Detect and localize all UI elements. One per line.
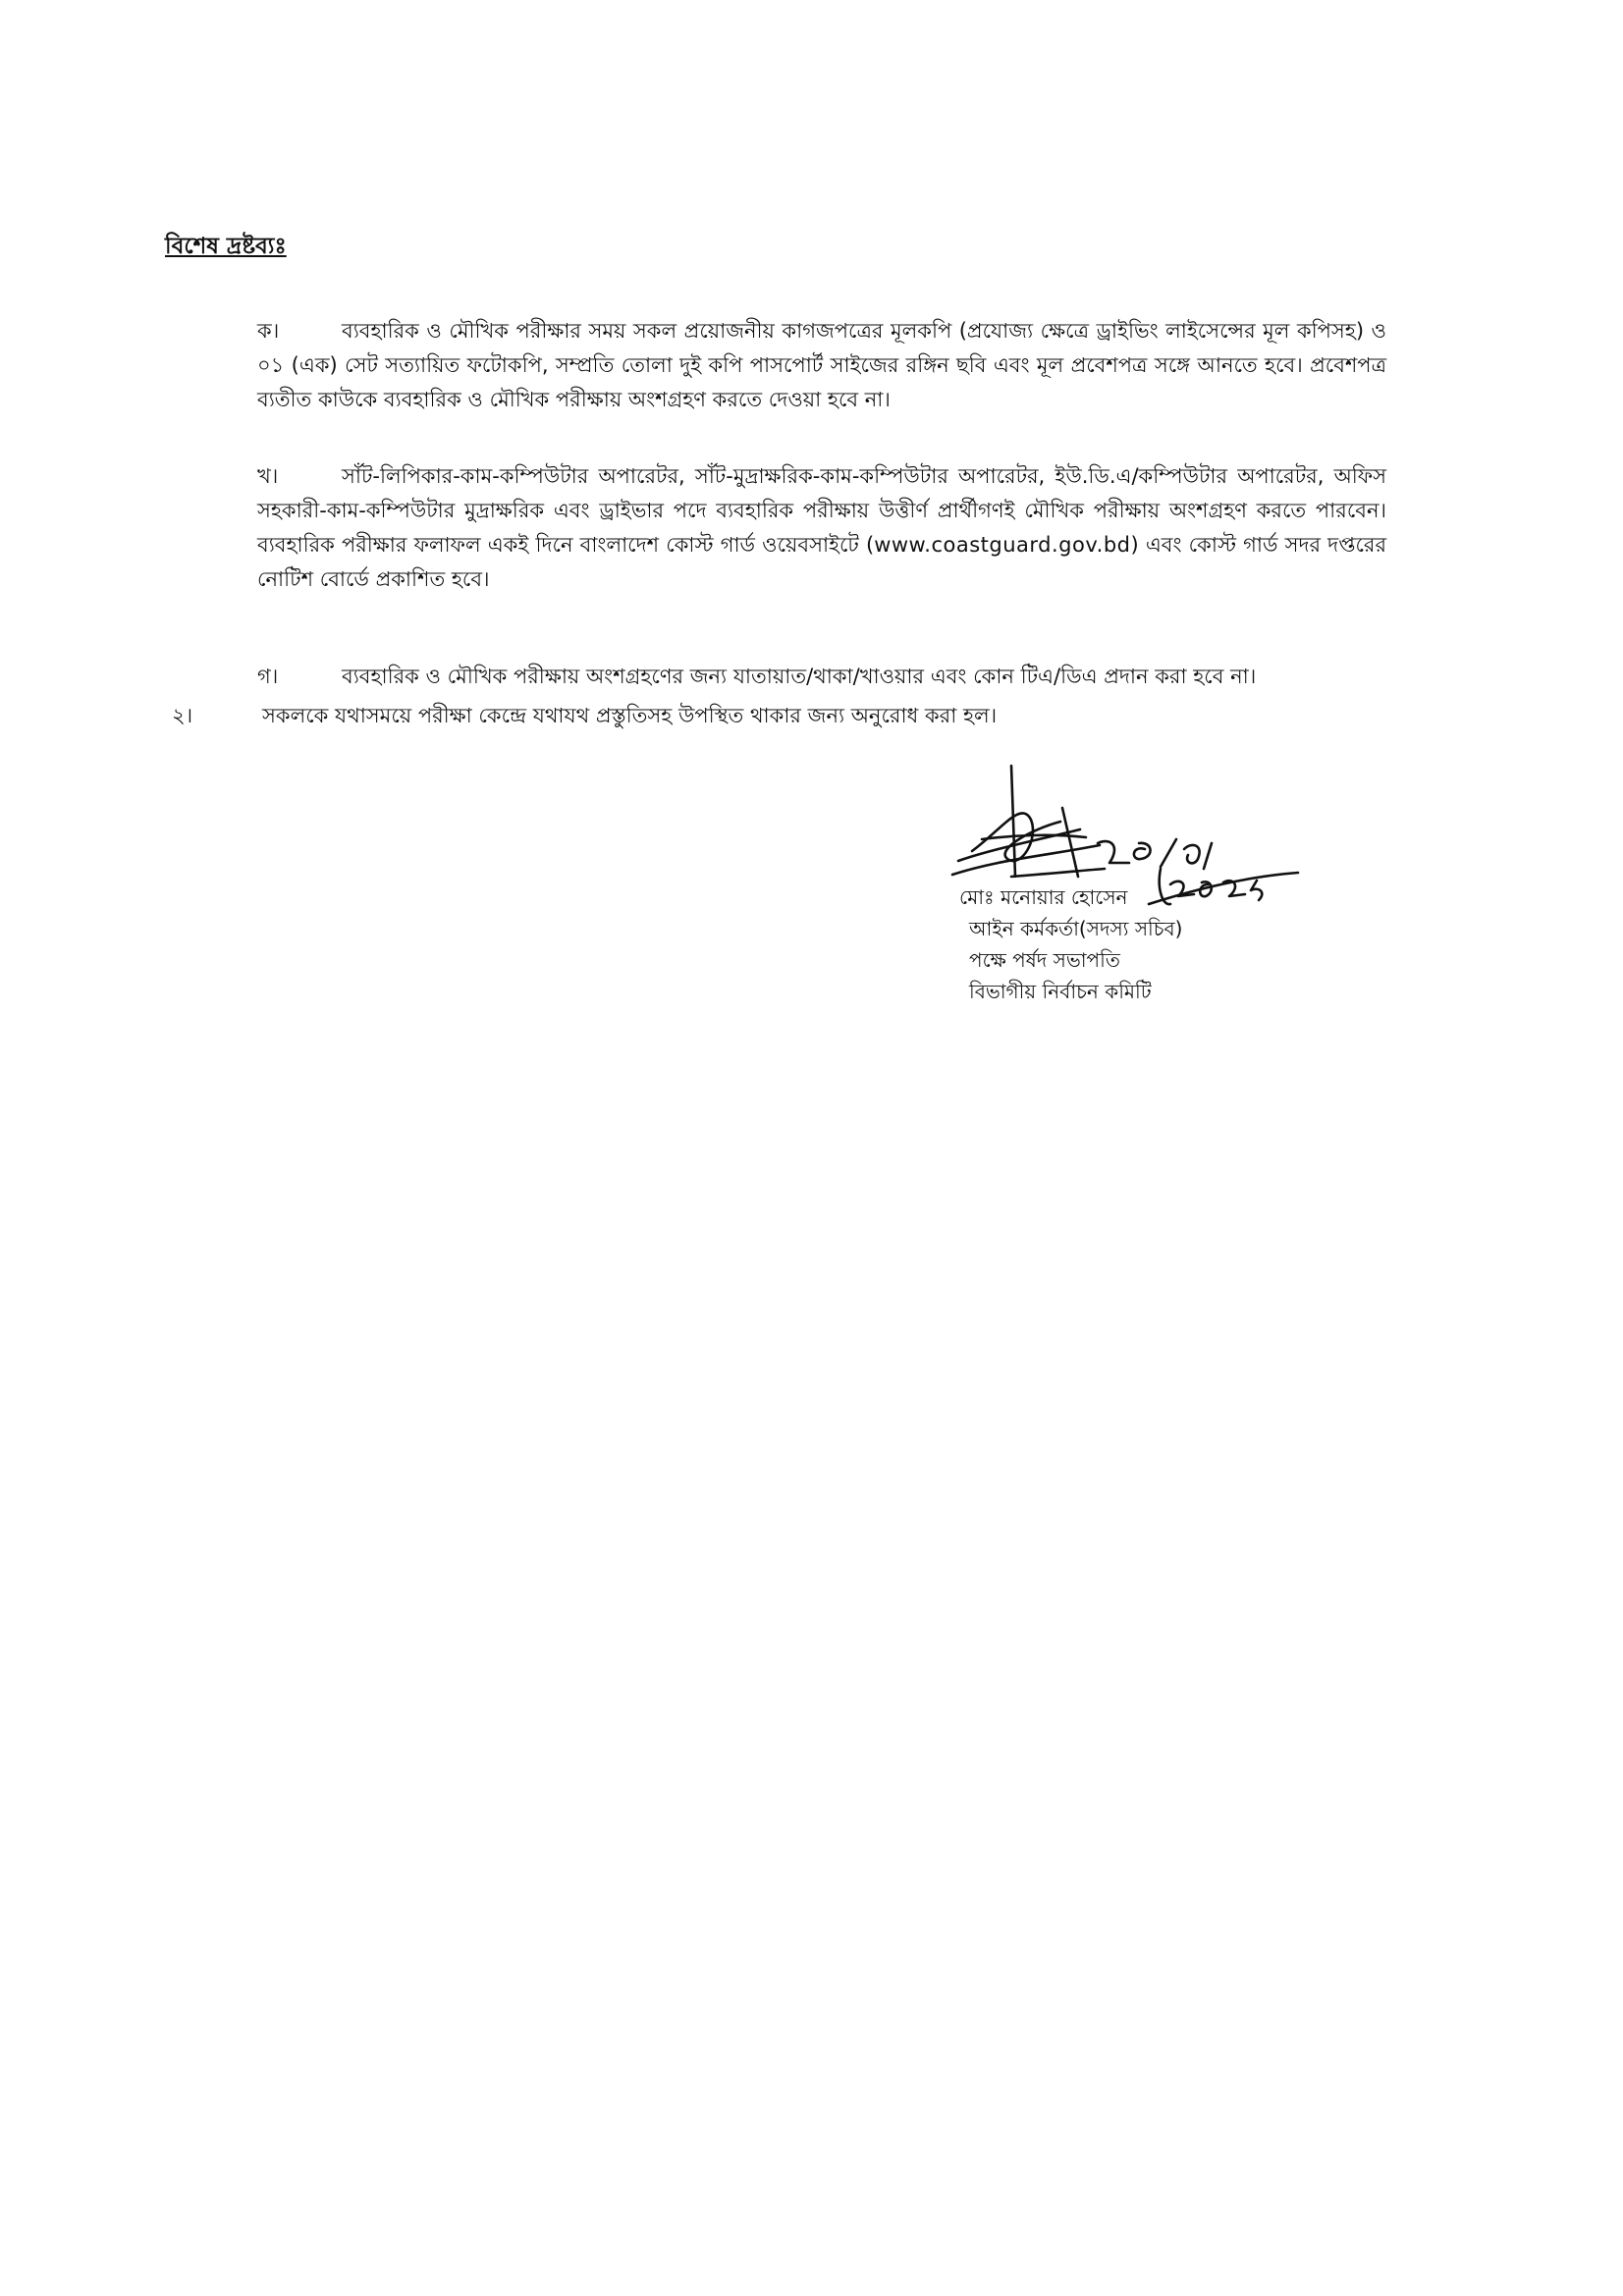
website-link[interactable]: www.coastguard.gov.bd (874, 533, 1131, 557)
note-item-text-continued: ) এবং কোস্ট গার্ড সদর দপ্তরের নোটিশ বোর্ডে প্রকাশিত হবে। (257, 533, 1386, 591)
signatory-block (957, 881, 1182, 1007)
special-note-heading: বিশেষ দ্রষ্টব্যঃ (165, 234, 287, 259)
note-item-ka (257, 314, 1386, 417)
signatory-designation: আইন কর্মকর্তা(সদস্য সচিব) (969, 917, 1183, 940)
note-item-text: ব্যবহারিক ও মৌখিক পরীক্ষার সময় সকল প্রয়োজনীয় কাগজপত্রের মূলকপি (প্রযোজ্য ক্ষেত্রে ড্রাইভিং লাইসেন্সের মূল কপিসহ) ও ০১ (এক) সেট সত্যায়িত ফটোকপি, সম্প্রতি তোলা দুই কপি পাসপোর্ট সাইজের রঙ্গিন ছবি এবং মূল প্রবেশপত্র সঙ্গে আনতে হবে। প্রবেশপত্র ব্যতীত কাউকে ব্যবহারিক ও মৌখিক পরীক্ষায় অংশগ্রহণ করতে দেওয়া হবে না। (257, 319, 1386, 411)
note-item-text: ব্যবহারিক ও মৌখিক পরীক্ষায় অংশগ্রহণের জন্য যাতায়াত/থাকা/খাওয়ার এবং কোন টিএ/ডিএ প্রদান করা হবে না। (342, 665, 1257, 688)
note-item-marker: ক। (257, 319, 280, 343)
point-two-marker: ২। (172, 704, 193, 727)
signatory-name: মোঃ মনোয়ার হোসেন (959, 885, 1128, 909)
note-item-ga (257, 660, 1386, 694)
note-item-kha (257, 459, 1386, 597)
point-two-text: সকলকে যথাসময়ে পরীক্ষা কেন্দ্রে যথাযথ প্রস্তুতিসহ উপস্থিত থাকার জন্য অনুরোধ করা হল। (262, 704, 998, 727)
note-item-text: সাঁট-লিপিকার-কাম-কম্পিউটার অপারেটর, সাঁট-মুদ্রাক্ষরিক-কাম-কম্পিউটার অপারেটর, ইউ.ডি.এ/কম্পিউটার অপারেটর, অফিস সহকারী-কাম-কম্পিউটার মুদ্রাক্ষরিক এবং ড্রাইভার পদে ব্যবহারিক পরীক্ষায় উত্তীর্ণ প্রার্থীগণই মৌখিক পরীক্ষায় অংশগ্রহণ করতে পারবেন। ব্যবহারিক পরীক্ষার ফলাফল একই দিনে বাংলাদেশ কোস্ট গার্ড ওয়েবসাইটে ( (257, 464, 1386, 557)
signatory-committee: বিভাগীয় নির্বাচন কমিটি (969, 980, 1152, 1003)
note-item-marker: খ। (257, 464, 279, 488)
point-two (172, 699, 1386, 733)
note-item-marker: গ। (257, 665, 279, 688)
signatory-on-behalf: পক্ষে পর্ষদ সভাপতি (969, 948, 1120, 972)
